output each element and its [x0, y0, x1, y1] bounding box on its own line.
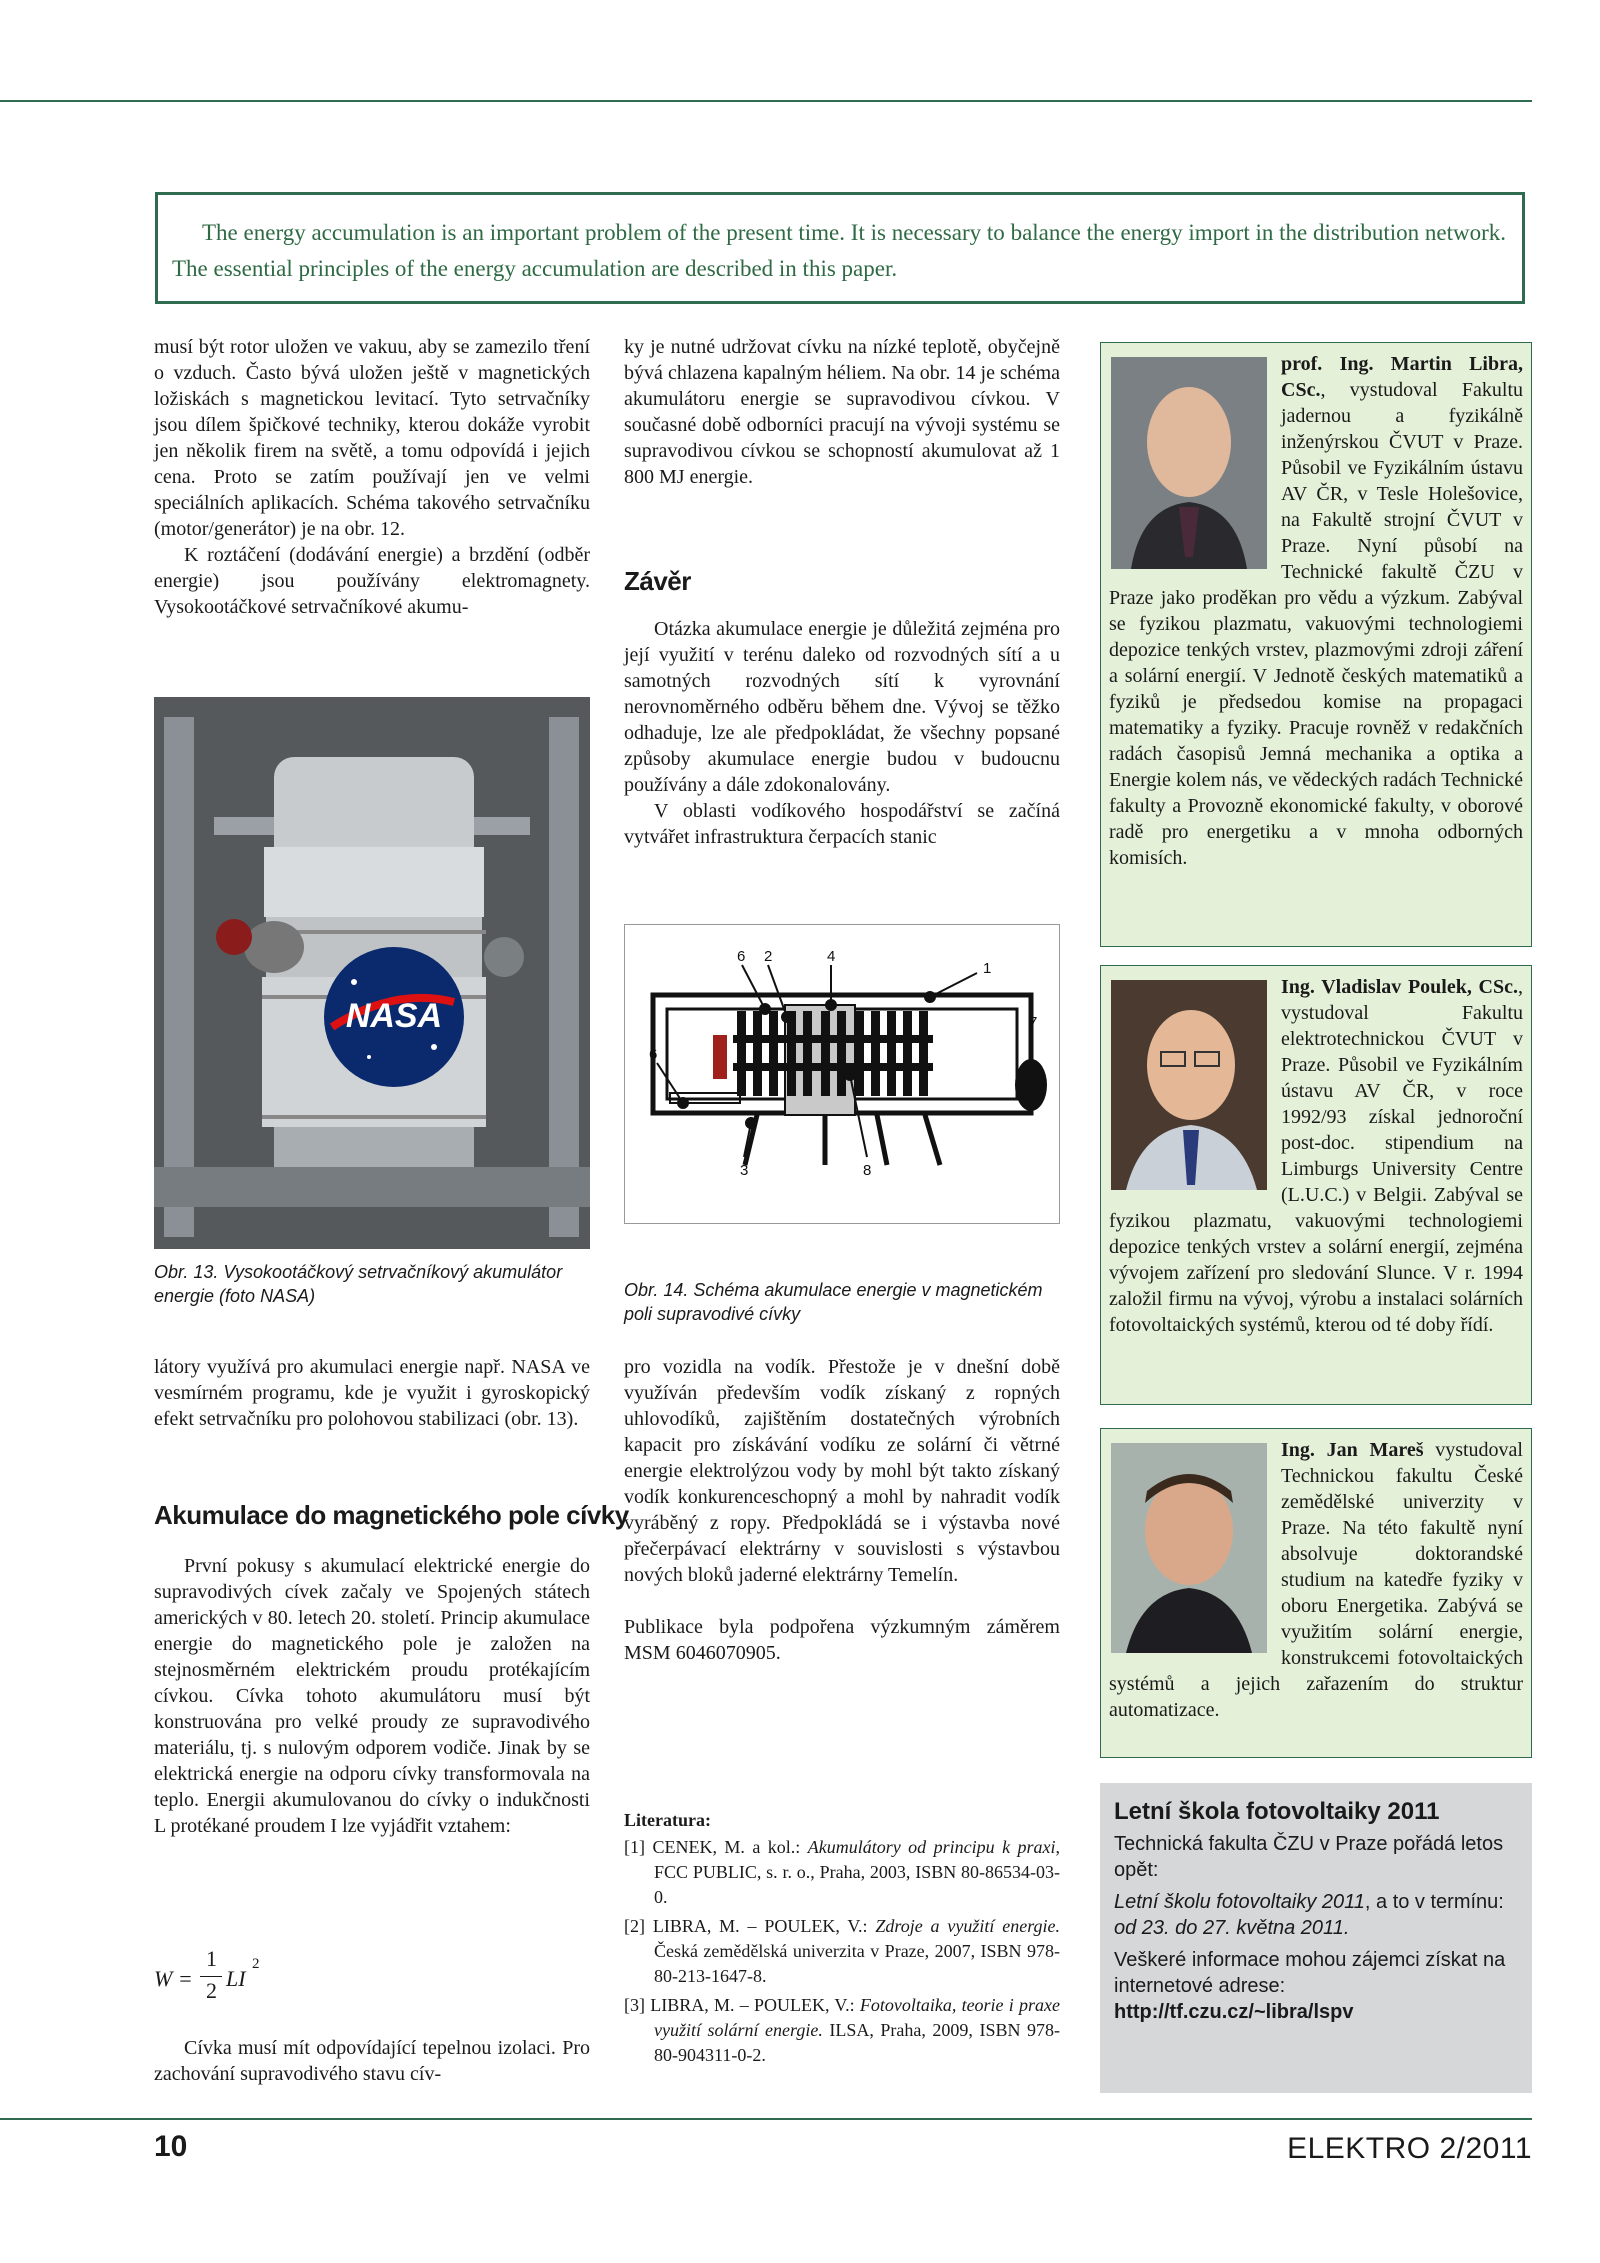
bio-name: prof. Ing. Martin Libra, CSc. — [1281, 353, 1523, 401]
diagram-label: 7 — [1029, 1014, 1038, 1031]
bio-text: , vystudoval Fakultu jadernou a fyzikálně inženýrskou ČVUT v Praze. Působil ve Fyzikálním ústavu AV ČR, v Tesle Holešovice, na Fakultě strojní ČVUT v Praze. Nyní působí na Technické fakultě ČZU v Praze jako proděkan pro vědu a výzkum. Zabýval se fyzikou plazmatu, vakuovými technologiemi depozice tenkých vrstev, plazmovými zdroji záření a solární energií. V Jednotě českých matematiků a fyziků je předsedou komise na propagaci matematiky a fyziky. Pracuje rovněž v redakčních radách časopisů Jemná mechanika a optika a Energie kolem nás, ve vědeckých radách Technické fakulty a Provozně ekonomické fakulty, v oborové radě pro energetiku a v mnoha odborných komisích. — [1109, 379, 1523, 869]
col2-bottom-text — [624, 1354, 1060, 1666]
abstract-box — [155, 192, 1525, 304]
paragraph: K roztáčení (dodávání energie) a brzdění (odběr energie) jsou používány elektromagnety. Vysokootáčkové setrvačníkové akumu- — [154, 544, 590, 618]
formula-rhs: LI — [226, 1966, 246, 1991]
paragraph — [624, 1588, 1060, 1614]
bio-libra — [1100, 342, 1532, 947]
bio-mares — [1100, 1428, 1532, 1758]
col1-bottom-text — [154, 1354, 590, 1432]
col1-top-text — [154, 334, 590, 620]
diagram-label: 1 — [983, 960, 992, 977]
bottom-rule — [0, 2118, 1532, 2120]
formula-fraction-num: 1 — [206, 1946, 217, 1971]
bio-text: vystudoval Technickou fakultu České zemědělské univerzity v Praze. Na této fakultě nyní absolvuje doktorandské studium na katedře fyziky v oboru Energetika. Zabývá se využitím solární energie, konstrukcemi fotovoltaických systémů a jejich zařazením do struktur automatizace. — [1109, 1439, 1523, 1721]
diagram-label: 6 — [737, 948, 746, 965]
notice-line: Veškeré informace mohou zájemci získat na internetové adrese: — [1114, 1949, 1506, 1997]
page-number: 10 — [154, 2130, 188, 2163]
abstract-text: The energy accumulation is an important problem of the present time. It is necessary to balance the energy import in the distribution network. The essential principles of the energy accumulation are described in this paper. — [172, 220, 1506, 281]
portrait-photo — [1111, 1443, 1267, 1653]
reference-item: [1] CENEK, M. a kol.: Akumulátory od principu k praxi, FCC PUBLIC, s. r. o., Praha, 2003, ISBN 80-86534-03-0. — [624, 1837, 1061, 1907]
paragraph: látory využívá pro akumulaci energie např. NASA ve vesmírném programu, kde je využit i gyroskopický efekt setrvačníku pro polohovou stabilizaci (obr. 13). — [154, 1356, 590, 1430]
nasa-flywheel-photo — [154, 697, 590, 1249]
paragraph: Otázka akumulace energie je důležitá zejména pro její využití v terénu daleko od rozvodných sítí a u samotných rozvodných sítí k vyrovnání nerovnoměrného odběru během dne. Vývoj se těžko odhaduje, lze ale předpokládat, že všechny popsané způsoby akumulace energie budou v budoucnu používány a dále zdokonalovány. — [624, 618, 1060, 796]
paragraph: ky je nutné udržovat cívku na nízké teplotě, obyčejně bývá chlazena kapalným héliem. Na obr. 14 je schéma akumulátoru energie se supravodivou cívkou. V současné době odborníci pracují na vývoji systému se supravodivou cívkou se schopností akumulovat až 1 800 MJ energie. — [624, 336, 1060, 488]
portrait-photo — [1111, 980, 1267, 1190]
portrait-photo — [1111, 357, 1267, 569]
nasa-logo-text: NASA — [345, 997, 443, 1035]
paragraph: V oblasti vodíkového hospodářství se začíná vytvářet infrastruktura čerpacích stanic — [624, 800, 1060, 848]
bio-name: Ing. Jan Mareš — [1281, 1439, 1424, 1461]
col1-end-text — [154, 2035, 590, 2087]
bio-name: Ing. Vladislav Poulek, CSc. — [1281, 976, 1518, 998]
summer-school-notice — [1100, 1783, 1532, 2093]
col1-coil-text — [154, 1553, 590, 1839]
col2-top-text — [624, 334, 1060, 490]
diagram-label: 3 — [740, 1162, 749, 1179]
reference-item: [3] LIBRA, M. – POULEK, V.: Fotovoltaika, teorie i praxe využití solární energie. ILSA, Praha, 2009, ISBN 978-80-904311-0-2. — [624, 1995, 1061, 2065]
notice-line: Technická fakulta ČZU v Praze pořádá letos opět: — [1114, 1833, 1504, 1881]
diagram-label: 6 — [649, 1046, 658, 1063]
paragraph: musí být rotor uložen ve vakuu, aby se zamezilo tření o vzduch. Často bývá uložen ještě v magnetických ložiskách s magnetickou levitací. Tyto setrvačníky jsou dílem špičkové techniky, kterou dokáže vyrobit jen několik firem na světě, a tomu odpovídá i jejich cena. Proto se zatím používají jen ve velmi speciálních aplikacích. Schéma takového setrvačníku (motor/generátor) je na obr. 12. — [154, 336, 590, 540]
formula-fraction-bar — [200, 1976, 222, 1977]
paragraph: Publikace byla podpořena výzkumným záměrem MSM 6046070905. — [624, 1616, 1060, 1664]
bio-text: , vystudoval Fakultu elektrotechnickou ČVUT v Praze. Působil ve Fyzikálním ústavu AV ČR, v roce 1992/93 získal jednoroční post-doc. stipendium na Limburgs University Centre (L.U.C.) v Belgii. Zabýval se fyzikou plazmatu, vakuovými technologiemi depozice tenkých vrstev a solární energií, zejména vývojem zařízení pro sledování Slunce. V r. 1994 založil firmu na vývoj, výrobu a instalaci solárních fotovoltaických systémů, kterou od té doby řídí. — [1109, 976, 1523, 1336]
top-rule — [0, 100, 1532, 102]
paragraph: Cívka musí mít odpovídající tepelnou izolaci. Pro zachování supravodivého stavu cív- — [154, 2037, 590, 2085]
diagram-label: 4 — [827, 948, 836, 965]
figure-13-caption: Obr. 13. Vysokootáčkový setrvačníkový akumulátor energie (foto NASA) — [154, 1262, 563, 1306]
formula-lhs: W = — [154, 1966, 193, 1991]
notice-title: Letní škola fotovoltaiky 2011 — [1114, 1798, 1440, 1825]
paragraph: První pokusy s akumulací elektrické energie do supravodivých cívek začaly ve Spojených státech amerických v 80. letech 20. století. Princip akumulace energie do magnetického pole je založen na stejnosměrném elektrickém proudu protékajícím cívkou. Cívka tohoto akumulátoru musí být konstruována pro velké proudy ze supravodivého materiálu, tj. s nulovým odporem vodiče. Jinak by se elektrická energie na odporu cívky transformovala na teplo. Energii akumulovanou do cívky o indukčnosti L protékané proudem I lze vyjádřit vztahem: — [154, 1555, 590, 1837]
diagram-label: 2 — [764, 948, 773, 965]
coil-schematic-diagram — [625, 925, 1059, 1223]
col2-conclusion-text — [624, 616, 1060, 850]
photo-illustration — [154, 697, 590, 1249]
formula-fraction-den: 2 — [206, 1978, 217, 2003]
references-title: Literatura: — [624, 1810, 711, 1830]
diagram-label: 8 — [863, 1162, 872, 1179]
section-heading-coil: Akumulace do magnetického pole cívky — [154, 1500, 629, 1530]
paragraph: pro vozidla na vodík. Přestože je v dnešní době využíván především vodík získaný z ropných uhlovodíků, zajištěním dostatečných výrobních kapacit pro získávání vodíku ze solární či větrné energie elektrolýzou vody by mohl být takto získaný vodík konkurenceschopný a mohl by nahradit vodík vyráběný z ropy. Předpokládá se i výstavba nové přečerpávací elektrárny v souvislosti s výstavbou nových bloků jaderné elektrárny Temelín. — [624, 1356, 1060, 1586]
figure-14-frame — [624, 924, 1060, 1224]
reference-item: [2] LIBRA, M. – POULEK, V.: Zdroje a využití energie. Česká zemědělská univerzita v Praze, 2007, ISBN 978-80-213-1647-8. — [624, 1916, 1061, 1986]
formula-exponent: 2 — [252, 1956, 260, 1972]
bio-poulek — [1100, 965, 1532, 1405]
notice-line: Letní školu fotovoltaiky 2011, a to v termínu: — [1114, 1891, 1504, 1913]
section-heading-conclusion: Závěr — [624, 566, 691, 596]
notice-url-link[interactable]: http://tf.czu.cz/~libra/lspv — [1114, 2001, 1354, 2023]
journal-issue: ELEKTRO 2/2011 — [1287, 2132, 1532, 2165]
notice-dates: od 23. do 27. května 2011. — [1114, 1917, 1350, 1939]
figure-14-caption: Obr. 14. Schéma akumulace energie v magnetickém poli supravodivé cívky — [624, 1280, 1043, 1324]
references — [624, 1808, 1060, 2068]
